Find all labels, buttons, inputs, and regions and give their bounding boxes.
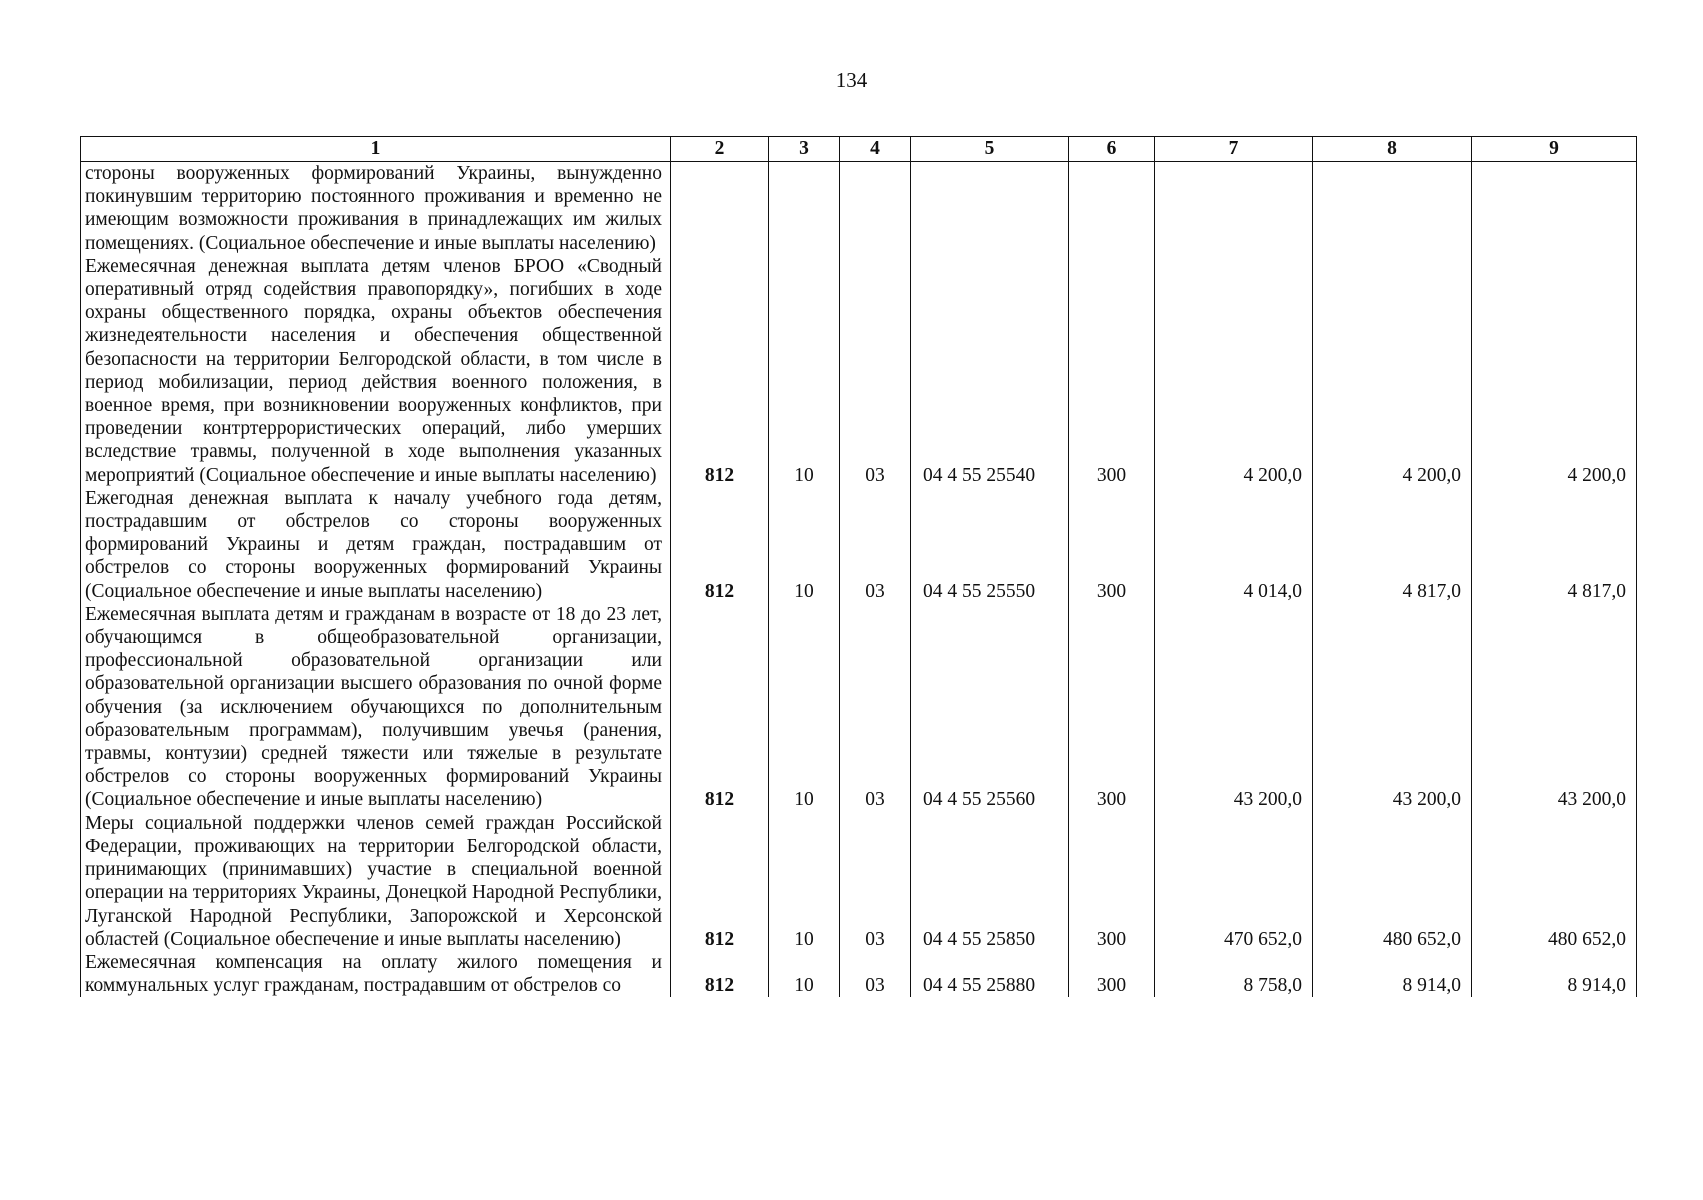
row-description: Ежемесячная денежная выплата детям членов БРОО «Сводный оперативный отряд содействия правопорядку», погибших в ходе охраны общественного порядка, охраны объектов обеспечения жизнедеятельности населения и обеспечения общественной безопасности на территории Белгородской области, в том числе в период мобилизации, период действия военного положения, в военное время, при возникновении вооруженных конфликтов, при проведении контртеррористических операций, либо умерших вследствие травмы, полученной в ходе выполнения указанных мероприятий (Социальное обеспечение и иные выплаты населению) [81,255,671,487]
row-razdel: 10 [769,812,840,951]
row-glava: 812 [671,603,769,812]
row-sum-1: 470 652,0 [1155,812,1313,951]
row-sum-3: 480 652,0 [1472,812,1637,951]
table-row [81,812,1637,951]
row-sum-3: 43 200,0 [1472,603,1637,812]
row-vr: 300 [1069,812,1155,951]
row-sum-2: 43 200,0 [1313,603,1472,812]
budget-table [80,136,1637,997]
column-header: 5 [911,137,1069,162]
row-description: Ежемесячная компенсация на оплату жилого помещения и коммунальных услуг гражданам, пострадавшим от обстрелов со [81,951,671,997]
table-row [81,951,1637,997]
table-row [81,255,1637,487]
row-glava: 812 [671,255,769,487]
row-sum-2: 8 914,0 [1313,951,1472,997]
row-vr: 300 [1069,951,1155,997]
row-sum-1: 4 014,0 [1155,487,1313,603]
row-description: Меры социальной поддержки членов семей граждан Российской Федерации, проживающих на территории Белгородской области, принимающих (принимавших) участие в специальной военной операции на территориях Украины, Донецкой Народной Республики, Луганской Народной Республики, Запорожской и Херсонской областей (Социальное обеспечение и иные выплаты населению) [81,812,671,951]
row-sum-3: 4 817,0 [1472,487,1637,603]
row-podrazdel: 03 [840,255,911,487]
column-header: 6 [1069,137,1155,162]
table-row [81,162,1637,255]
row-podrazdel: 03 [840,603,911,812]
column-header: 3 [769,137,840,162]
column-header: 7 [1155,137,1313,162]
row-podrazdel: 03 [840,487,911,603]
page-number: 134 [835,68,868,92]
row-sum-2 [1313,162,1472,255]
row-csr: 04 4 55 25560 [911,603,1069,812]
row-razdel: 10 [769,487,840,603]
row-sum-2: 480 652,0 [1313,812,1472,951]
column-header: 4 [840,137,911,162]
row-glava: 812 [671,812,769,951]
table-row [81,487,1637,603]
row-description: стороны вооруженных формирований Украины, вынужденно покинувшим территорию постоянного проживания и временно не имеющим возможности проживания в принадлежащих им жилых помещениях. (Социальное обеспечение и иные выплаты населению) [81,162,671,255]
row-sum-3: 4 200,0 [1472,255,1637,487]
row-podrazdel [840,162,911,255]
row-podrazdel: 03 [840,812,911,951]
row-description: Ежемесячная выплата детям и гражданам в возрасте от 18 до 23 лет, обучающимся в общеобразовательной организации, профессиональной образовательной организации или образовательной организации высшего образования по очной форме обучения (за исключением обучающихся по дополнительным образовательным программам), получившим увечья (ранения, травмы, контузии) средней тяжести или тяжелые в результате обстрелов со стороны вооруженных формирований Украины (Социальное обеспечение и иные выплаты населению) [81,603,671,812]
row-razdel: 10 [769,255,840,487]
table-row [81,603,1637,812]
row-sum-1: 4 200,0 [1155,255,1313,487]
row-csr [911,162,1069,255]
column-header: 8 [1313,137,1472,162]
row-glava: 812 [671,487,769,603]
row-vr: 300 [1069,603,1155,812]
row-csr: 04 4 55 25880 [911,951,1069,997]
row-csr: 04 4 55 25550 [911,487,1069,603]
row-sum-2: 4 200,0 [1313,255,1472,487]
row-sum-3: 8 914,0 [1472,951,1637,997]
row-sum-3 [1472,162,1637,255]
row-razdel: 10 [769,951,840,997]
column-header: 1 [81,137,671,162]
row-sum-1 [1155,162,1313,255]
row-vr: 300 [1069,255,1155,487]
row-description: Ежегодная денежная выплата к началу учебного года детям, пострадавшим от обстрелов со стороны вооруженных формирований Украины и детям граждан, пострадавшим от обстрелов со стороны вооруженных формирований Украины (Социальное обеспечение и иные выплаты населению) [81,487,671,603]
row-sum-1: 8 758,0 [1155,951,1313,997]
row-csr: 04 4 55 25540 [911,255,1069,487]
row-sum-2: 4 817,0 [1313,487,1472,603]
row-vr [1069,162,1155,255]
column-header: 9 [1472,137,1637,162]
column-header: 2 [671,137,769,162]
row-razdel [769,162,840,255]
header-row [81,137,1637,162]
row-glava [671,162,769,255]
row-podrazdel: 03 [840,951,911,997]
row-csr: 04 4 55 25850 [911,812,1069,951]
row-glava: 812 [671,951,769,997]
row-vr: 300 [1069,487,1155,603]
row-sum-1: 43 200,0 [1155,603,1313,812]
row-razdel: 10 [769,603,840,812]
